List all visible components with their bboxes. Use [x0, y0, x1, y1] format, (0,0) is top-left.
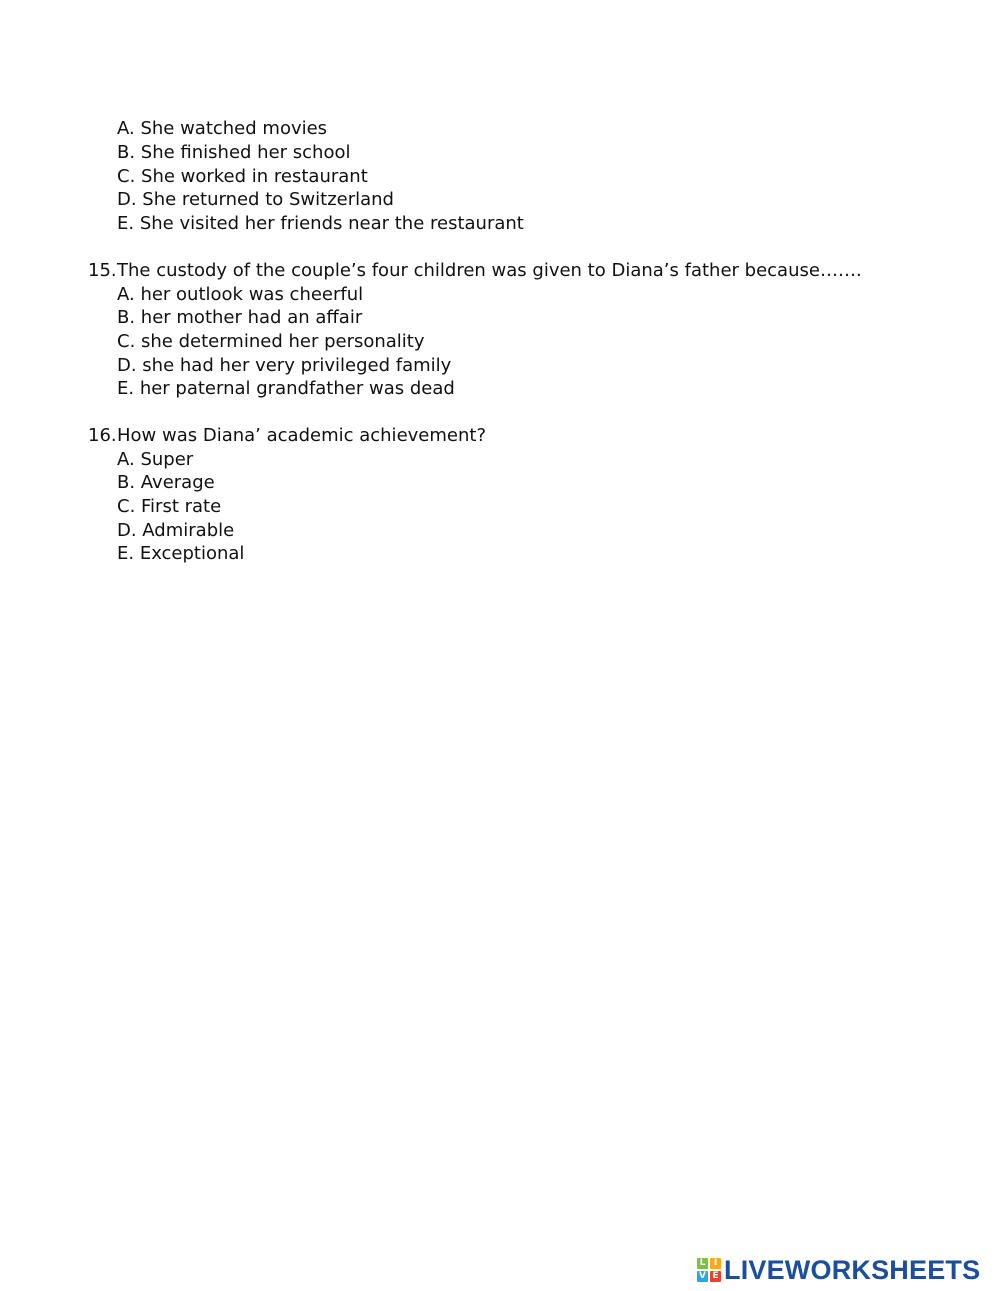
logo-mark-letter-i: I	[710, 1258, 721, 1269]
logo-text: LIVEWORKSHEETS	[724, 1254, 981, 1285]
q14-option-e[interactable]: E. She visited her friends near the restaurant	[117, 213, 524, 234]
q16-option-d[interactable]: D. Admirable	[117, 520, 235, 541]
logo-mark-icon	[697, 1258, 721, 1282]
q16-number: 16.	[88, 425, 117, 446]
logo-mark-letter-v: V	[697, 1271, 708, 1282]
q15-number: 15.	[88, 260, 117, 281]
q16-option-b[interactable]: B. Average	[117, 472, 215, 493]
q14-option-d[interactable]: D. She returned to Switzerland	[117, 189, 394, 210]
q14-option-c[interactable]: C. She worked in restaurant	[117, 166, 368, 187]
q16-option-e[interactable]: E. Exceptional	[117, 543, 245, 564]
q14-option-a[interactable]: A. She watched movies	[117, 118, 328, 139]
q15-option-c[interactable]: C. she determined her personality	[117, 331, 425, 352]
q14-option-b[interactable]: B. She finished her school	[117, 142, 351, 163]
q15-option-b[interactable]: B. her mother had an affair	[117, 307, 363, 328]
liveworksheets-logo	[697, 1255, 980, 1285]
logo-mark-letter-e: E	[710, 1271, 721, 1282]
q15-option-a[interactable]: A. her outlook was cheerful	[117, 284, 364, 305]
logo-mark-letter-l: L	[697, 1258, 708, 1269]
q16-option-c[interactable]: C. First rate	[117, 496, 222, 517]
q15-option-e[interactable]: E. her paternal grandfather was dead	[117, 378, 455, 399]
q16-option-a[interactable]: A. Super	[117, 449, 194, 470]
q16-text: How was Diana’ academic achievement?	[117, 425, 486, 446]
q15-option-d[interactable]: D. she had her very privileged family	[117, 355, 452, 376]
q15-text: The custody of the couple’s four children was given to Diana’s father because…….	[117, 260, 862, 281]
